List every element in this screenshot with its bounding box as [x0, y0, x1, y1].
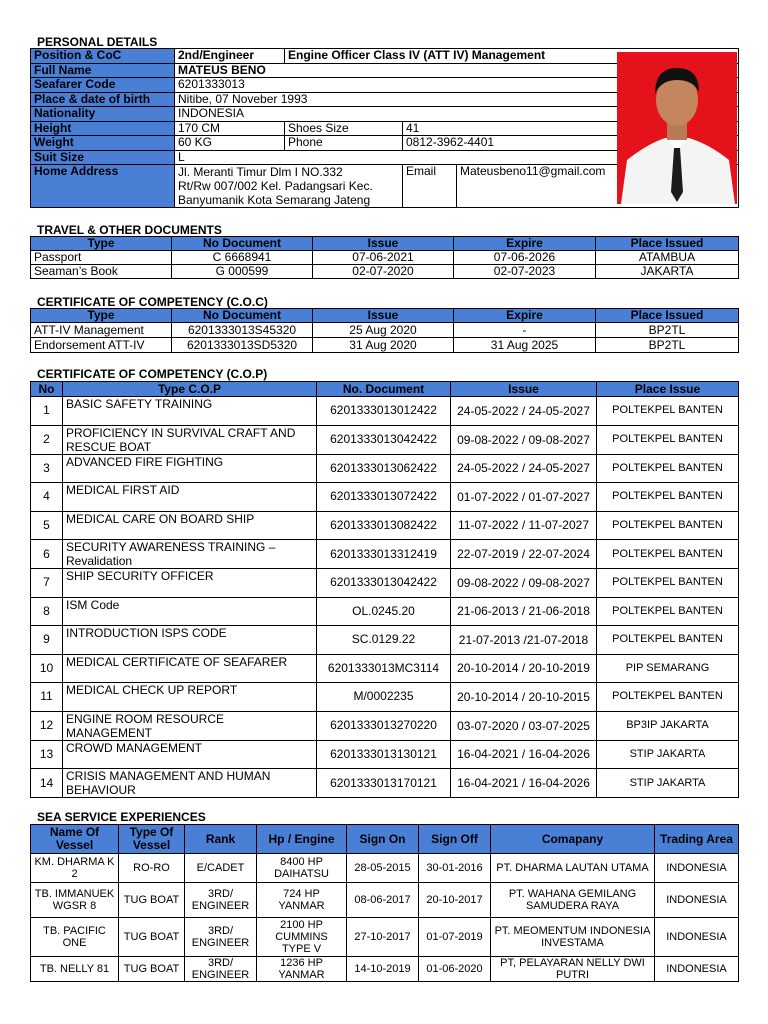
travel-header: Place Issued	[596, 237, 739, 251]
cop-issue: 09-08-2022 / 09-08-2027	[451, 425, 597, 454]
cop-document: 6201333013312419	[317, 540, 451, 569]
seafarer-code-value: 6201333013	[175, 78, 739, 93]
pob-label: Place & date of birth	[31, 92, 175, 107]
sea-body	[31, 854, 739, 982]
sign-off: 20-10-2017	[419, 883, 491, 918]
travel-cell: 07-06-2021	[313, 251, 454, 265]
coc-header: Expire	[454, 309, 596, 323]
shoes-label: Shoes Size	[285, 121, 403, 136]
cop-no: 6	[31, 540, 63, 569]
address-label: Home Address	[31, 165, 175, 208]
trading-area: INDONESIA	[655, 854, 739, 883]
cop-issue: 16-04-2021 / 16-04-2026	[451, 740, 597, 769]
cop-place: POLTEKPEL BANTEN	[597, 511, 739, 540]
table-row	[31, 569, 739, 598]
table-row	[31, 683, 739, 712]
cop-no: 13	[31, 740, 63, 769]
phone-label: Phone	[285, 136, 403, 151]
travel-cell: Passport	[31, 251, 172, 265]
cop-body	[31, 397, 739, 798]
trading-area: INDONESIA	[655, 957, 739, 982]
height-value: 170 CM	[175, 121, 285, 136]
cop-document: 6201333013012422	[317, 397, 451, 426]
weight-label: Weight	[31, 136, 175, 151]
cop-type: MEDICAL CHECK UP REPORT	[63, 683, 317, 712]
cop-no: 9	[31, 626, 63, 655]
cop-header: Issue	[451, 382, 597, 397]
cop-document: 6201333013MC3114	[317, 654, 451, 683]
phone-value: 0812-3962-4401	[403, 136, 739, 151]
table-row	[31, 323, 739, 338]
sea-header: Comapany	[491, 825, 655, 854]
cop-document: SC.0129.22	[317, 626, 451, 655]
sign-on: 14-10-2019	[347, 957, 419, 982]
cop-issue: 03-07-2020 / 03-07-2025	[451, 711, 597, 740]
sign-on: 27-10-2017	[347, 918, 419, 957]
cop-document: 6201333013042422	[317, 569, 451, 598]
cop-place: STIP JAKARTA	[597, 740, 739, 769]
cop-issue: 21-06-2013 / 21-06-2018	[451, 597, 597, 626]
table-row	[31, 251, 739, 265]
vessel-name: KM. DHARMA K 2	[31, 854, 119, 883]
sign-on: 08-06-2017	[347, 883, 419, 918]
travel-cell: 07-06-2026	[454, 251, 596, 265]
cop-no: 7	[31, 569, 63, 598]
table-row	[31, 883, 739, 918]
travel-header: No Document	[172, 237, 313, 251]
personal-details-title: PERSONAL DETAILS	[37, 35, 158, 49]
cop-type: INTRODUCTION ISPS CODE	[63, 626, 317, 655]
email-value: Mateusbeno11@gmail.com	[457, 165, 739, 208]
travel-cell: C 6668941	[172, 251, 313, 265]
sea-header: Rank	[185, 825, 257, 854]
seafarer-code-label: Seafarer Code	[31, 78, 175, 93]
sign-on: 28-05-2015	[347, 854, 419, 883]
coc-header: No Document	[172, 309, 313, 323]
cop-type: SHIP SECURITY OFFICER	[63, 569, 317, 598]
table-row	[31, 483, 739, 512]
cop-type: PROFICIENCY IN SURVIVAL CRAFT AND RESCUE BOAT	[63, 425, 317, 454]
coc-cell: 25 Aug 2020	[313, 323, 454, 338]
cop-place: PIP SEMARANG	[597, 654, 739, 683]
rank: 3RD/ ENGINEER	[185, 957, 257, 982]
cop-no: 12	[31, 711, 63, 740]
sign-off: 01-07-2019	[419, 918, 491, 957]
vessel-type: TUG BOAT	[119, 918, 185, 957]
travel-documents-table	[30, 236, 739, 279]
address-line-2: Rt/Rw 007/002 Kel. Padangsari Kec.	[178, 179, 373, 193]
coc-cell: 6201333013SD5320	[172, 338, 313, 353]
portrait-illustration	[617, 52, 737, 204]
coc-table	[30, 308, 739, 353]
travel-cell: G 000599	[172, 265, 313, 279]
cop-type: MEDICAL FIRST AID	[63, 483, 317, 512]
sea-header: Trading Area	[655, 825, 739, 854]
address-line-1: Jl. Meranti Timur Dlm I NO.332	[178, 165, 343, 179]
cop-no: 11	[31, 683, 63, 712]
cop-place: POLTEKPEL BANTEN	[597, 626, 739, 655]
pob-value: Nitibe, 07 Noveber 1993	[175, 92, 739, 107]
sea-service-table	[30, 824, 739, 982]
cop-place: BP3IP JAKARTA	[597, 711, 739, 740]
position-coc: Engine Officer Class IV (ATT IV) Management	[285, 49, 739, 64]
position-label: Position & CoC	[31, 49, 175, 64]
table-row	[31, 626, 739, 655]
nationality-value: INDONESIA	[175, 107, 739, 122]
cop-document: 6201333013062422	[317, 454, 451, 483]
cop-header: No	[31, 382, 63, 397]
sign-off: 01-06-2020	[419, 957, 491, 982]
coc-cell: 31 Aug 2025	[454, 338, 596, 353]
vessel-type: TUG BOAT	[119, 883, 185, 918]
nationality-label: Nationality	[31, 107, 175, 122]
travel-cell: 02-07-2020	[313, 265, 454, 279]
cop-header: Type C.O.P	[63, 382, 317, 397]
table-row	[31, 511, 739, 540]
cop-type: SECURITY AWARENESS TRAINING – Revalidation	[63, 540, 317, 569]
cop-no: 4	[31, 483, 63, 512]
cop-table	[30, 381, 739, 798]
vessel-name: TB. NELLY 81	[31, 957, 119, 982]
cop-place: POLTEKPEL BANTEN	[597, 540, 739, 569]
suit-value: L	[175, 150, 739, 165]
company: PT, PELAYARAN NELLY DWI PUTRI	[491, 957, 655, 982]
cop-header: Place Issue	[597, 382, 739, 397]
cop-issue: 01-07-2022 / 01-07-2027	[451, 483, 597, 512]
suit-label: Suit Size	[31, 150, 175, 165]
cop-no: 10	[31, 654, 63, 683]
vessel-name: TB. IMMANUEK WGSR 8	[31, 883, 119, 918]
company: PT. DHARMA LAUTAN UTAMA	[491, 854, 655, 883]
cop-place: POLTEKPEL BANTEN	[597, 683, 739, 712]
cop-document: M/0002235	[317, 683, 451, 712]
hp-engine: 1236 HP YANMAR	[257, 957, 347, 982]
travel-header: Expire	[454, 237, 596, 251]
table-row	[31, 918, 739, 957]
sign-off: 30-01-2016	[419, 854, 491, 883]
cop-no: 14	[31, 769, 63, 798]
cop-no: 3	[31, 454, 63, 483]
cop-no: 5	[31, 511, 63, 540]
table-row	[31, 397, 739, 426]
table-row	[31, 854, 739, 883]
table-row	[31, 454, 739, 483]
travel-documents-title: TRAVEL & OTHER DOCUMENTS	[37, 223, 222, 237]
rank: 3RD/ ENGINEER	[185, 883, 257, 918]
sea-header: Type Of Vessel	[119, 825, 185, 854]
hp-engine: 724 HP YANMAR	[257, 883, 347, 918]
sea-service-title: SEA SERVICE EXPERIENCES	[37, 810, 206, 824]
table-row	[31, 957, 739, 982]
coc-header: Type	[31, 309, 172, 323]
cop-document: 6201333013130121	[317, 740, 451, 769]
hp-engine: 8400 HP DAIHATSU	[257, 854, 347, 883]
cop-type: MEDICAL CARE ON BOARD SHIP	[63, 511, 317, 540]
table-row	[31, 769, 739, 798]
cop-no: 1	[31, 397, 63, 426]
cop-document: 6201333013270220	[317, 711, 451, 740]
travel-cell: Seaman’s Book	[31, 265, 172, 279]
table-row	[31, 338, 739, 353]
coc-title: CERTIFICATE OF COMPETENCY (C.O.C)	[37, 295, 268, 309]
cop-issue: 24-05-2022 / 24-05-2027	[451, 397, 597, 426]
cop-place: STIP JAKARTA	[597, 769, 739, 798]
coc-cell: Endorsement ATT-IV	[31, 338, 172, 353]
cop-place: POLTEKPEL BANTEN	[597, 454, 739, 483]
fullname-value: MATEUS BENO	[175, 63, 739, 78]
cop-issue: 24-05-2022 / 24-05-2027	[451, 454, 597, 483]
cop-document: 6201333013082422	[317, 511, 451, 540]
cop-issue: 09-08-2022 / 09-08-2027	[451, 569, 597, 598]
company: PT. MEOMENTUM INDONESIA INVESTAMA	[491, 918, 655, 957]
address-line-3: Banyumanik Kota Semarang Jateng	[178, 193, 371, 207]
table-row	[31, 265, 739, 279]
cop-document: OL.0245.20	[317, 597, 451, 626]
cop-type: ENGINE ROOM RESOURCE MANAGEMENT	[63, 711, 317, 740]
vessel-type: TUG BOAT	[119, 957, 185, 982]
travel-cell: JAKARTA	[596, 265, 739, 279]
cop-no: 8	[31, 597, 63, 626]
cop-issue: 16-04-2021 / 16-04-2026	[451, 769, 597, 798]
cop-issue: 22-07-2019 / 22-07-2024	[451, 540, 597, 569]
table-row	[31, 597, 739, 626]
hp-engine: 2100 HP CUMMINS TYPE V	[257, 918, 347, 957]
company: PT. WAHANA GEMILANG SAMUDERA RAYA	[491, 883, 655, 918]
cop-document: 6201333013170121	[317, 769, 451, 798]
rank: 3RD/ ENGINEER	[185, 918, 257, 957]
height-label: Height	[31, 121, 175, 136]
coc-cell: -	[454, 323, 596, 338]
travel-cell: 02-07-2023	[454, 265, 596, 279]
cop-type: ISM Code	[63, 597, 317, 626]
cop-place: POLTEKPEL BANTEN	[597, 569, 739, 598]
cop-title: CERTIFICATE OF COMPETENCY (C.O.P)	[37, 367, 268, 381]
cop-place: POLTEKPEL BANTEN	[597, 397, 739, 426]
sea-header: Hp / Engine	[257, 825, 347, 854]
position-value: 2nd/Engineer	[175, 49, 285, 64]
rank: E/CADET	[185, 854, 257, 883]
travel-header: Issue	[313, 237, 454, 251]
trading-area: INDONESIA	[655, 883, 739, 918]
fullname-label: Full Name	[31, 63, 175, 78]
travel-cell: ATAMBUA	[596, 251, 739, 265]
cop-type: BASIC SAFETY TRAINING	[63, 397, 317, 426]
cop-header: No. Document	[317, 382, 451, 397]
travel-header: Type	[31, 237, 172, 251]
table-row	[31, 654, 739, 683]
cop-no: 2	[31, 425, 63, 454]
email-label: Email	[403, 165, 457, 208]
coc-cell: 31 Aug 2020	[313, 338, 454, 353]
coc-cell: 6201333013S45320	[172, 323, 313, 338]
cop-type: MEDICAL CERTIFICATE OF SEAFARER	[63, 654, 317, 683]
cop-document: 6201333013072422	[317, 483, 451, 512]
table-row	[31, 740, 739, 769]
weight-value: 60 KG	[175, 136, 285, 151]
cop-place: POLTEKPEL BANTEN	[597, 425, 739, 454]
table-row	[31, 540, 739, 569]
sea-header: Name Of Vessel	[31, 825, 119, 854]
cop-issue: 11-07-2022 / 11-07-2027	[451, 511, 597, 540]
coc-cell: BP2TL	[596, 338, 739, 353]
sea-header: Sign On	[347, 825, 419, 854]
coc-header: Place Issued	[596, 309, 739, 323]
table-row	[31, 711, 739, 740]
cop-place: POLTEKPEL BANTEN	[597, 597, 739, 626]
cop-type: ADVANCED FIRE FIGHTING	[63, 454, 317, 483]
cop-place: POLTEKPEL BANTEN	[597, 483, 739, 512]
profile-photo	[617, 52, 737, 204]
cop-issue: 20-10-2014 / 20-10-2015	[451, 683, 597, 712]
coc-cell: ATT-IV Management	[31, 323, 172, 338]
table-row	[31, 425, 739, 454]
coc-header: Issue	[313, 309, 454, 323]
cop-type: CRISIS MANAGEMENT AND HUMAN BEHAVIOUR	[63, 769, 317, 798]
coc-cell: BP2TL	[596, 323, 739, 338]
shoes-value: 41	[403, 121, 739, 136]
cop-issue: 20-10-2014 / 20-10-2019	[451, 654, 597, 683]
trading-area: INDONESIA	[655, 918, 739, 957]
cop-issue: 21-07-2013 /21-07-2018	[451, 626, 597, 655]
sea-header: Sign Off	[419, 825, 491, 854]
vessel-type: RO-RO	[119, 854, 185, 883]
vessel-name: TB. PACIFIC ONE	[31, 918, 119, 957]
cop-document: 6201333013042422	[317, 425, 451, 454]
cop-type: CROWD MANAGEMENT	[63, 740, 317, 769]
address-value	[175, 165, 403, 208]
